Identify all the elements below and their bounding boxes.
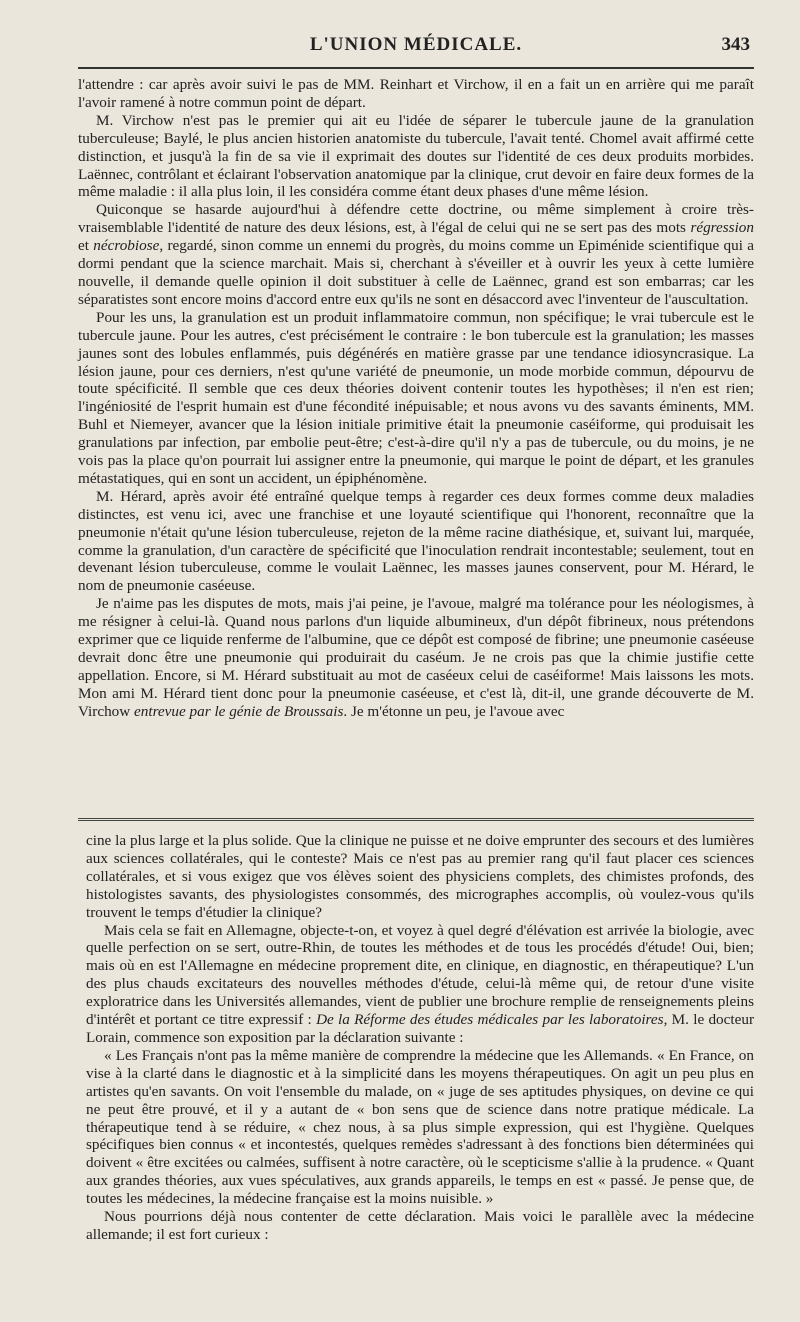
text-run: Quiconque se hasarde aujourd'hui à défendre cette doctrine, ou même simplement à croire très-vraisemblable l'identité de nature des deux lésions, est, à l'égal de celui qui ne se sert pas des mots (78, 201, 754, 237)
text-run: Je n'aime pas les disputes de mots, mais j'ai peine, je l'avoue, malgré ma tolérance pour les néologismes, à me résigner à celui-là. Quand nous parlons d'un liquide albumineux, d'un dépôt fibrineux, nous prétendons exprimer que ce liquide renferme de l'albumine, que ce dépôt est composé de fibrine; une pneumonie caséeuse devrait donc être une pneumonie qui produirait du caséum. Je ne crois pas que la chimie justifie cette appellation. Encore, si M. Hérard substituait au mot de caséeux celui de caséiforme! Mais laissons les mots. Mon ami M. Hérard tient donc pour la pneumonie caséeuse, et c'est là, dit-il, une grande découverte de M. Virchow (78, 595, 754, 720)
paragraph: M. Hérard, après avoir été entraîné quelque temps à regarder ces deux formes comme deux maladies distinctes, est venu ici, avec une franchise et une loyauté scientifique qui l'honorent, reconnaître que la pneumonie n'était qu'une lésion tuberculeuse, rejeton de la même racine diathésique, et, suivant lui, marquée, comme la granulation, d'un caractère de spécificité que l'inoculation rendrait incontestable; seulement, tout en devenant lésion tuberculeuse, comme le voulait Laënnec, les masses jaunes conservent, pour M. Hérard, le nom de pneumonie caséeuse. (78, 487, 754, 595)
paragraph (78, 201, 754, 308)
running-title: L'UNION MÉDICALE. (309, 34, 523, 55)
paragraph: l'attendre : car après avoir suivi le pas de MM. Reinhart et Virchow, il en a fait un en arrière qui me paraît l'avoir ramené à notre commun point de départ. (78, 76, 754, 111)
paragraph: cine la plus large et la plus solide. Que la clinique ne puisse et ne doive emprunter des secours et des lumières aux sciences collatérales, qui le conteste? Mais ce n'est pas au premier rang qu'il faut placer ces sciences collatérales, et si vous exigez que vos élèves soient des physiciens complets, des chimistes profonds, des histologistes savants, des physiologistes consommés, des micrographes accomplis, où voulez-vous qu'ils trouvent le temps d'étudier la clinique? (86, 832, 754, 921)
text-run: Mais cela se fait en Allemagne, objecte-t-on, et voyez à quel degré d'élévation est arrivée la biologie, avec quelle perfection on se sert, outre-Rhin, de toutes les méthodes et de tous les procédés d'étude! Oui, bien; mais où en est l'Allemagne en médecine proprement dite, en clinique, en diagnostic, en thérapeutique? L'un des plus chauds excitateurs des nouvelles méthodes d'étude, celui-là même qui, de retour d'une visite exploratrice dans les Universités allemandes, vient de publier une brochure remplie de renseignements pleins d'intérêt et portant ce titre expressif : (86, 921, 754, 1029)
text-run: et (78, 237, 94, 255)
italic-phrase: entrevue par le génie de Broussais (134, 702, 344, 720)
italic-term: régression (690, 219, 754, 237)
section-divider (78, 818, 754, 821)
paragraph: Pour les uns, la granulation est un produit inflammatoire commun, non spécifique; le vrai tubercule est le tubercule jaune. Pour les autres, c'est précisément le contraire : le bon tubercule est la granulation; les masses jaunes sont des lobules enflammés, puis dégénérés en matière grasse par une tendance idiosyncrasique. La lésion jaune, pour ces derniers, n'est qu'une variété de pneumonie, un mode morbide commun, dépourvu de toute spécificité. Il semble que ces deux théories doivent contenir toutes les hypothèses; il n'en est rien; l'ingéniosité de l'esprit humain est d'une fécondité inépuisable; et nous avons vu des savants éminents, MM. Buhl et Niemeyer, avancer que la lésion initiale primitive était la pneumonie caséiforme, qui produisait les granulations par infection, par embolie peut-être; c'est-à-dire qu'il n'y a pas de tubercule, ou du moins, je ne vois pas la place qu'on pourrait lui assigner entre la pneumonie, qui marque le point de départ, et les granules métastatiques, qui en sont un accident, un épiphénomène. (78, 308, 754, 487)
page-header (78, 34, 754, 64)
text-run: . Je m'étonne un peu, je l'avoue avec (343, 702, 565, 720)
text-run: , M. le docteur Lorain, commence son exposition par la déclaration suivante : (86, 1011, 755, 1046)
italic-title: De la Réforme des études médicales par les laboratoires (316, 1011, 664, 1029)
paragraph (86, 922, 754, 1047)
paragraph: M. Virchow n'est pas le premier qui ait eu l'idée de séparer le tubercule jaune de la granulation tuberculeuse; Baylé, le plus ancien historien anatomiste du tubercule, l'avait tenté. Chomel avait affirmé cette distinction, et jusqu'à la fin de sa vie il exprimait des doutes sur l'identité de ces deux produits morbides. Laënnec, contrôlant et éclairant l'observation anatomique par la clinique, crut devoir en faire deux formes de la même maladie : il alla plus loin, il les considéra comme étant deux phases d'une même lésion. (78, 111, 754, 201)
header-rule (78, 67, 754, 69)
page-number: 343 (721, 34, 750, 55)
upper-article-text (78, 76, 754, 721)
paragraph: Nous pourrions déjà nous contenter de cette déclaration. Mais voici le parallèle avec la médecine allemande; il est fort curieux : (86, 1208, 754, 1243)
block-quote: « Les Français n'ont pas la même manière de comprendre la médecine que les Allemands. « En France, on vise à la clarté dans le diagnostic et à la simplicité dans les moyens thérapeutiques. On agit un peu plus en artistes qu'en savants. On voit l'ensemble du malade, on « juge de ses aptitudes physiques, on devine ce qui ne peut être prouvé, et il y a autant de « bon sens que de science dans notre pratique médicale. La thérapeutique tend à se réduire, « chez nous, à sa plus simple expression, qui est l'hygiène. Quelques spécifiques bien connus « et incontestés, quelques remèdes s'adressant à des fonctions bien déterminées qui doivent « être excitées ou calmées, suffisent à notre caractère, où le scepticisme s'allie à la prudence. « Quant aux grandes théories, aux vues spéculatives, aux grands appareils, le temps en est « passé. Je pense que, de toutes les médecines, la médecine française est la moins nuisible. » (86, 1046, 754, 1208)
italic-term: nécrobiose (93, 237, 160, 255)
feuilleton-text (86, 832, 754, 1244)
paragraph (78, 595, 754, 720)
text-run: , regardé, sinon comme un ennemi du progrès, du moins comme un Epiménide scientifique qui a dormi pendant que la science marchait. Mais si, cherchant à s'éveiller et à ouvrir les yeux à cette lumière nouvelle, il demande quelle opinion il doit substituer à celle de Laënnec, grand est son embarras; car les séparatistes sont encore moins d'accord entre eux qu'ils ne sont en désaccord avec l'inventeur de l'auscultation. (78, 237, 754, 308)
